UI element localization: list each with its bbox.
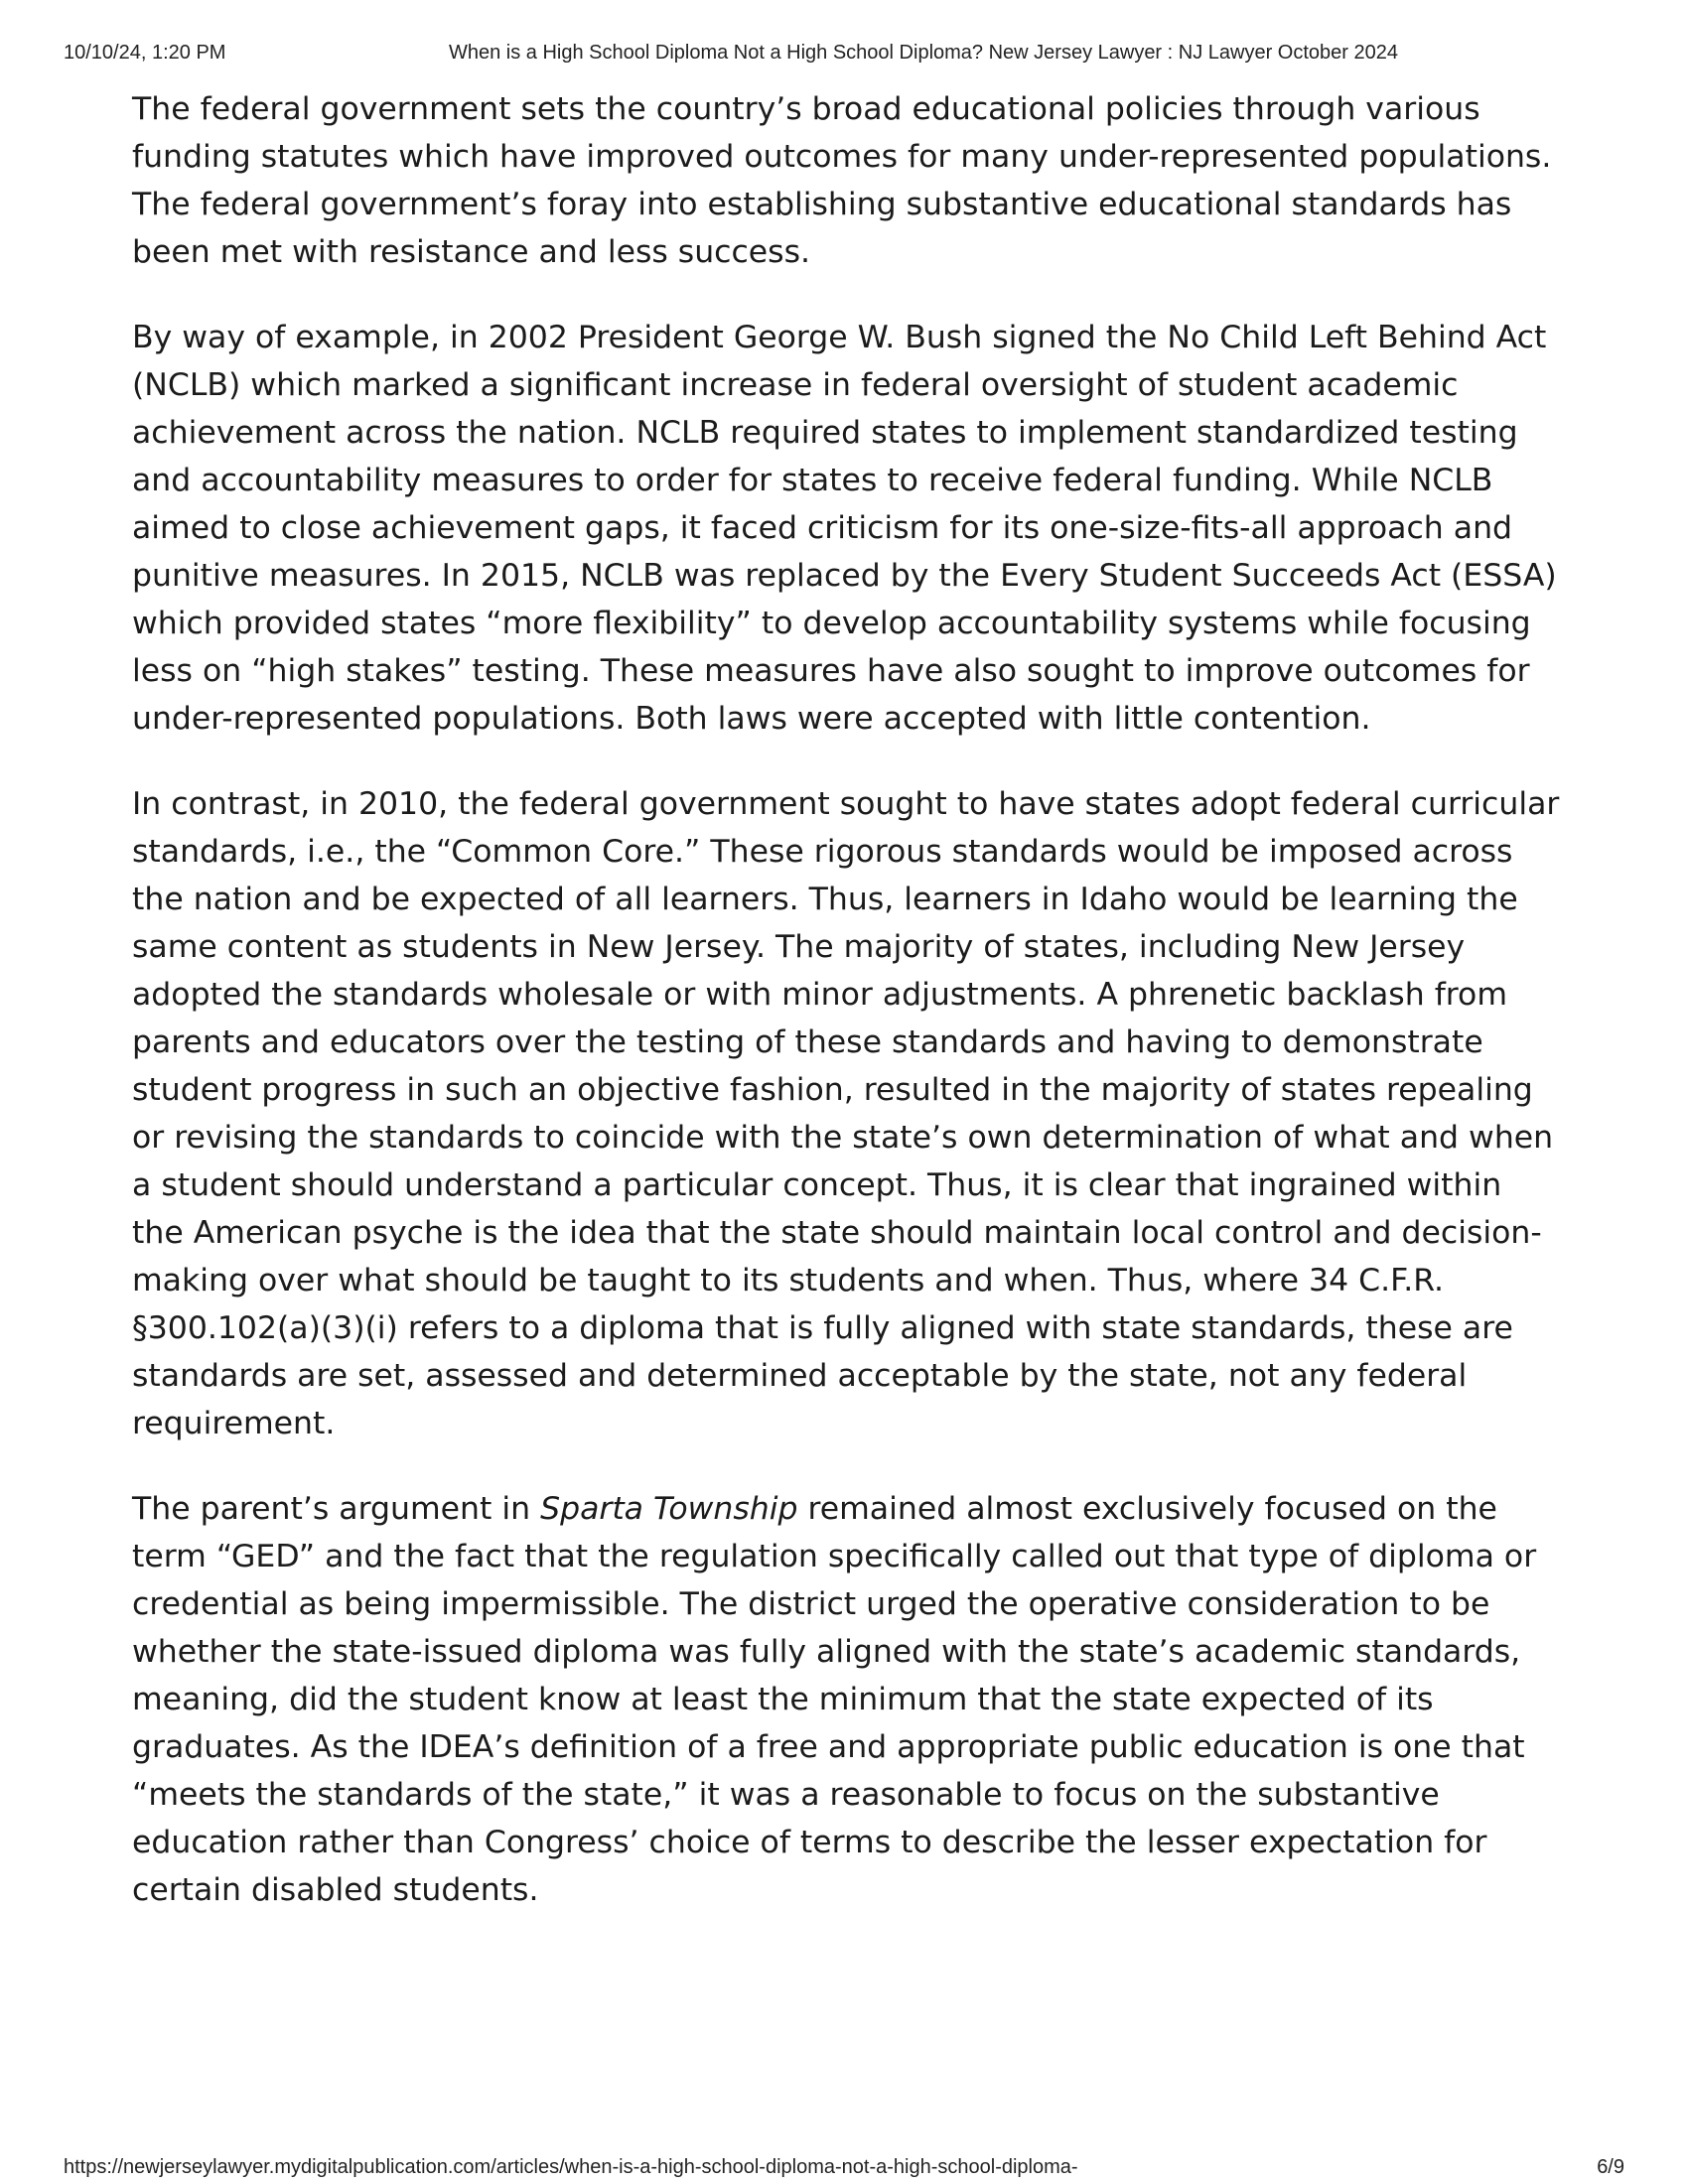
print-timestamp: 10/10/24, 1:20 PM [64,42,226,64]
paragraph-federal-policy: The federal government sets the country’s broad educational policies through various funding statutes which have improved outcomes for many under-represented populations. The federal government’s foray into establishing substantive educational standards has been met with resistance and less success. [132,91,1552,270]
paragraph-nclb-essa: By way of example, in 2002 President George W. Bush signed the No Child Left Behind Act (NCLB) which marked a significant increase in federal oversight of student academic achievement across the nation. NCLB required states to implement standardized testing and accountability measures to order for states to receive federal funding. While NCLB aimed to close achievement gaps, it faced criticism for its one-size-fits-all approach and punitive measures. In 2015, NCLB was replaced by the Every Student Succeeds Act (ESSA) which provided states “more flexibility” to develop accountability systems while focusing less on “high stakes” testing. These measures have also sought to improve outcomes for under-represented populations. Both laws were accepted with little contention. [132,320,1557,737]
article-url: https://newjerseylawyer.mydigitalpublication.com/articles/when-is-a-high-school-diploma-not-a-high-school-diploma- [64,2156,1078,2178]
page-number: 6/9 [1597,2156,1624,2178]
paragraph-sparta-township [132,1485,1562,1914]
paragraph-text-end: remained almost exclusively focused on the term “GED” and the fact that the regulation specifically called out that type of diploma or credential as being impermissible. The district urged the operative consideration to be whether the state-issued diploma was fully aligned with the state’s academic standards, meaning, did the student know at least the minimum that the state expected of its graduates. As the IDEA’s definition of a free and appropriate public education is one that “meets the standards of the state,” it was a reasonable to focus on the substantive education rather than Congress’ choice of terms to describe the lesser expectation for certain disabled students. [132,1491,1537,1908]
print-footer [0,2156,1688,2182]
print-header [0,42,1688,71]
print-page-title: When is a High School Diploma Not a High School Diploma? New Jersey Lawyer : NJ Lawyer October 2024 [449,42,1398,64]
paragraph-common-core: In contrast, in 2010, the federal government sought to have states adopt federal curricular standards, i.e., the “Common Core.” These rigorous standards would be imposed across the nation and be expected of all learners. Thus, learners in Idaho would be learning the same content as students in New Jersey. The majority of states, including New Jersey adopted the standards wholesale or with minor adjustments. A phrenetic backlash from parents and educators over the testing of these standards and having to demonstrate student progress in such an objective fashion, resulted in the majority of states repealing or revising the standards to coincide with the state’s own determination of what and when a student should understand a particular concept. Thus, it is clear that ingrained within the American psyche is the idea that the state should maintain local control and decision-making over what should be taught to its students and when. Thus, where 34 C.F.R. §300.102(a)(3)(i) refers to a diploma that is fully aligned with state standards, these are standards are set, assessed and determined acceptable by the state, not any federal requirement. [132,786,1560,1441]
paragraph-text-start: The parent’s argument in [132,1491,541,1527]
article-body [132,85,1562,1952]
case-name: Sparta Township [540,1491,798,1527]
